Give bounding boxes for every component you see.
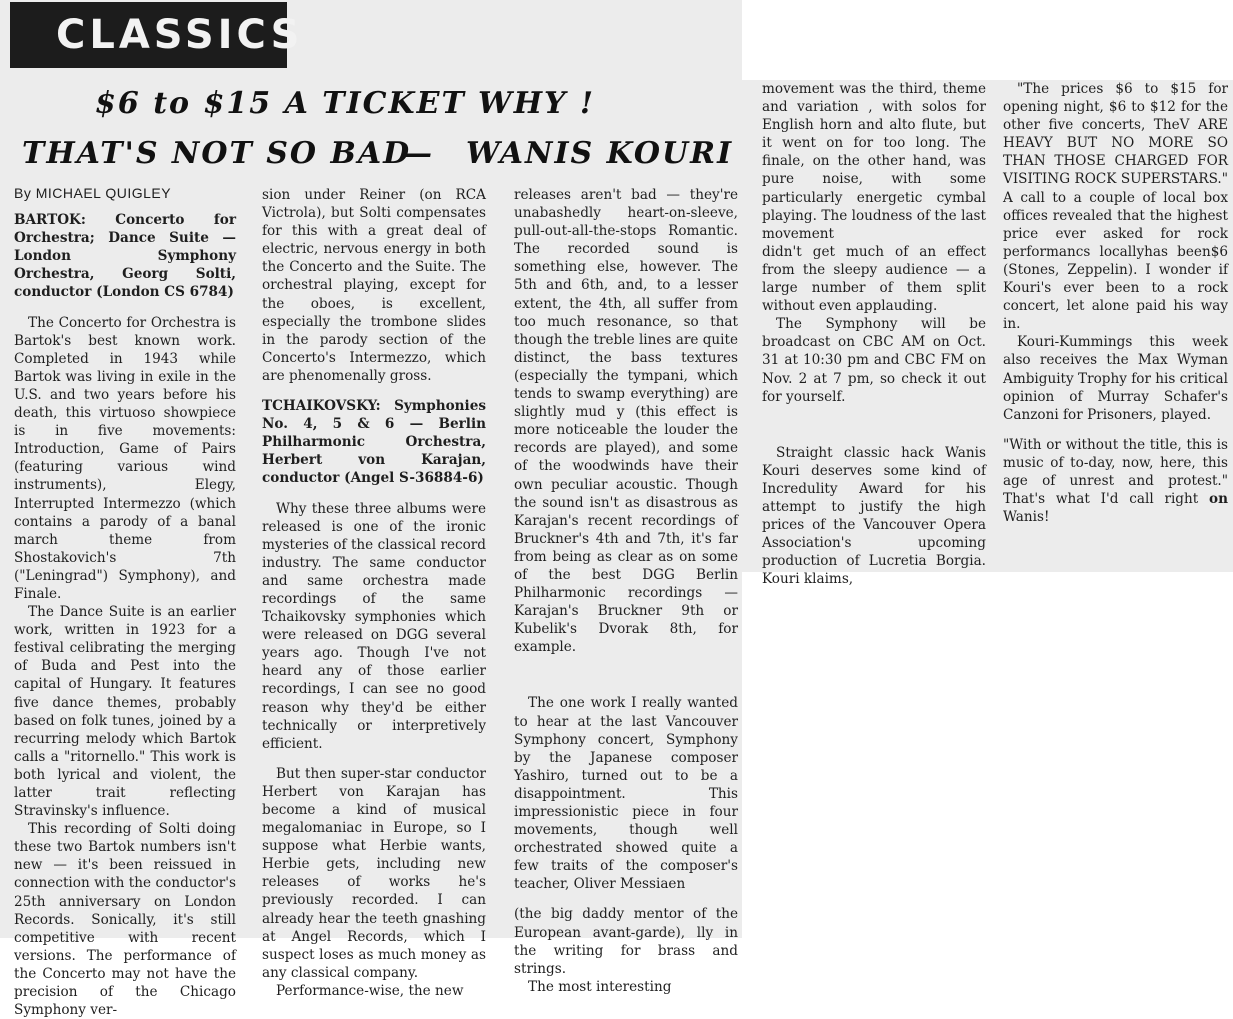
paragraph: This recording of Solti doing these two Bartok numbers isn't new — it's been reissued in connection with the conductor's 25th anniversary on London Records. Sonically, it's still competitive with recent versions. The performance of the Concerto may not have the precision of the Chicago Symphony ver- (14, 821, 236, 1019)
headline-dash: — (402, 136, 434, 171)
paragraph: The one work I really wanted to hear at the last Vancouver Symphony concert, Symphony by the Japanese composer Yashiro, turned out to be a disappointment. This impressionistic piece in four movements, though well orchestrated showed quite a few traits of the composer's teacher, Oliver Messiaen (514, 695, 738, 893)
paragraph: releases aren't bad — they're unabashedly heart-on-sleeve, pull-out-all-the-stops Romantic. The recorded sound is something else, however. The 5th and 6th, and, to a lesser extent, the 4th, all suffer from too much resonance, so that though the treble lines are quite distinct, the bass textures (especially the tympani, which tends to swamp everything) are slightly mud y (this effect is more noticeable the louder the records are played), and some of the woodwinds have their own peculiar acoustic. Though the sound isn't as disastrous as Karajan's recent recordings of Bruckner's 4th and 7th, it's far from being as clear as on some of the best DGG Berlin Philharmonic recordings — Karajan's Bruckner 9th or Kubelik's Dvorak 8th, for example. (514, 187, 739, 656)
closing-paragraph (1003, 436, 1228, 526)
headline-not-so-bad: THAT'S NOT SO BAD (22, 136, 412, 171)
review-heading-tchaikovsky: TCHAIKOVSKY: Symphonies No. 4, 5 & 6 — Berlin Philharmonic Orchestra, Herbert von Karajan, conductor (Angel S-36884-6) (262, 398, 486, 487)
closing-signoff: Wanis! (1003, 509, 1050, 526)
article-column-5 (1003, 80, 1228, 526)
headline-why: WHY ! (478, 86, 596, 121)
paragraph: But then super-star conductor Herbert von Karajan has become a kind of musical megalomaniac in Europe, so I suppose what Herbie wants, Herbie gets, including new releases of works he's previously recorded. I can already hear the teeth gnashing at Angel Records, which I suspect loses as much money as any classical company. (262, 765, 486, 981)
section-label: CLASSICS (10, 2, 287, 68)
paragraph: The Dance Suite is an earlier work, written in 1923 for a festival celibrating the merging of Buda and Pest into the capital of Hungary. It features five dance themes, probably based on folk tunes, joined by a recurring melody which Bartok calls a "ritornello." This work is both lyrical and violent, the latter trait reflecting Stravinsky's influence. (14, 604, 236, 820)
closing-emphasis: on (1209, 491, 1228, 508)
article-column-2 (262, 186, 486, 1000)
headline-kouri: WANIS KOURI (466, 136, 734, 171)
article-column-4 (762, 80, 986, 588)
article-column-1 (14, 184, 236, 1019)
article-column-3 (514, 186, 738, 996)
paragraph: movement was the third, theme and variation , with solos for English horn and alto flute, but it went on for too long. The finale, on the other hand, was pure noise, with some particularly energetic cymbal playing. The loudness of the last movement (762, 81, 986, 242)
closing-quote: "With or without the title, this is music of to-day, now, here, this age of unrest and protest." That's what I'd call right (1003, 436, 1228, 508)
paragraph: Kouri-Kummings this week also receives the Max Wyman Ambiguity Trophy for his critical opinion of Murray Schafer's Canzoni for Prisoners, played. (1003, 334, 1229, 423)
paragraph: Straight classic hack Wanis Kouri deserves some kind of Incredulity Award for his attempt to justify the high prices of the Vancouver Opera Association's upcoming production of Lucretia Borgia. Kouri klaims, (762, 444, 986, 588)
paragraph: The Symphony will be broadcast on CBC AM on Oct. 31 at 10:30 pm and CBC FM on Nov. 2 at 7 pm, so check it out for yourself. (762, 316, 986, 405)
byline: By MICHAEL QUIGLEY (14, 185, 172, 201)
headline-price: $6 to $15 A TICKET (95, 86, 466, 121)
paragraph: The Concerto for Orchestra is Bartok's best known work. Completed in 1943 while Bartok was living in exile in the U.S. and two years before his death, this virtuoso showpiece is in five movements: Introduction, Game of Pairs (featuring various wind instruments), Elegy, Interrupted Intermezzo (which contains a parody of a banal march theme from Shostakovich's 7th ("Leningrad") Symphony), and Finale. (14, 314, 236, 602)
paragraph: (the big daddy mentor of the European avant-garde), lly in the writing for brass and strings. (514, 906, 738, 977)
paragraph: didn't get much of an effect from the sleepy audience — a large number of them split without even applauding. (762, 243, 986, 315)
paragraph: "The prices $6 to $15 for opening night, $6 to $12 for the other five concerts, TheV ARE HEAVY BUT NO MORE SO THAN THOSE CHARGED FOR VISITING ROCK SUPERSTARS." A call to a couple of local box offices revealed that the highest price ever asked for rock performancs locallyhas been$6 (Stones, Zeppelin). I wonder if Kouri's ever been to a rock concert, let alone paid his way in. (1003, 81, 1228, 333)
paragraph: Why these three albums were released is one of the ironic mysteries of the classical record industry. The same conductor and same orchestra made recordings of the same Tchaikovsky symphonies which were released on DGG several years ago. Though I've not heard any of those earlier recordings, I can see no good reason why they'd be either technically or interpretively efficient. (262, 500, 486, 752)
paragraph: sion under Reiner (on RCA Victrola), but Solti compensates for this with a great deal of electric, nervous energy in both the Concerto and the Suite. The orchestral playing, except for the oboes, is excellent, especially the trombone slides in the parody section of the Concerto's Intermezzo, which are phenomenally gross. (262, 187, 486, 384)
review-heading-bartok: BARTOK: Concerto for Orchestra; Dance Suite — London Symphony Orchestra, Georg Solti, conductor (London CS 6784) (14, 212, 236, 301)
paragraph: The most interesting (528, 978, 672, 995)
paragraph: Performance-wise, the new (276, 982, 464, 999)
